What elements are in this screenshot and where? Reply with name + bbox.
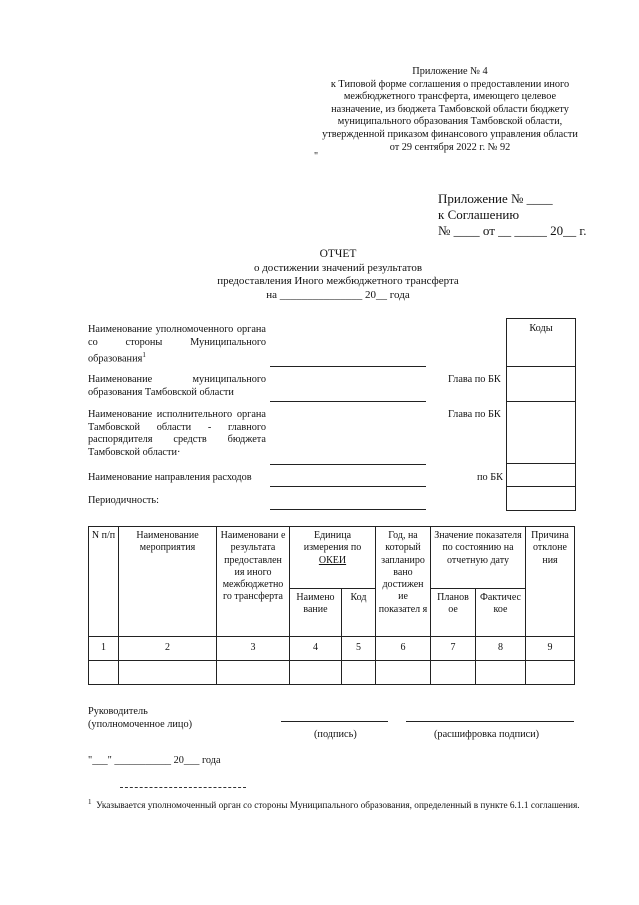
po-bk-label: по БК — [477, 472, 504, 483]
table-cell[interactable] — [342, 661, 376, 685]
results-table — [88, 526, 575, 685]
opening-quote: " — [314, 151, 319, 162]
municipality-line[interactable] — [270, 401, 426, 402]
executor-label: Наименование исполнительного органа Тамбовской области - главного распорядителя средств бюджета Тамбовской области· — [88, 409, 266, 458]
col-number: 4 — [290, 637, 342, 661]
table-cell[interactable] — [290, 661, 342, 685]
code-cell-po-bk[interactable] — [507, 464, 575, 487]
code-cell-periodicity[interactable] — [507, 487, 575, 510]
agreement-reference — [438, 191, 587, 239]
municipality-label: Наименование муниципального образования Тамбовской области — [88, 374, 266, 398]
col-header-reason: Причина отклоне ния — [526, 527, 575, 637]
head-label: Руководитель — [88, 706, 148, 717]
title-line-4: на _______________ 20__ года — [266, 288, 410, 301]
footnote — [88, 796, 588, 812]
col-number: 5 — [342, 637, 376, 661]
col-header-unit-name: Наимено вание — [290, 589, 342, 637]
header-line-6: утвержденной приказом финансового управления области — [322, 128, 578, 140]
signature-decode-caption: (расшифровка подписи) — [434, 729, 540, 740]
col-number: 9 — [526, 637, 575, 661]
header-line-7: от 29 сентября 2022 г. № 92 — [389, 141, 511, 153]
footnote-mark: 1 — [88, 798, 92, 806]
col-header-planned: Планов ое — [431, 589, 476, 637]
table-cell[interactable] — [217, 661, 290, 685]
expense-direction-line[interactable] — [270, 486, 426, 487]
glava-bk-label-2: Глава по БК — [448, 409, 501, 420]
title-line-1: ОТЧЕТ — [319, 248, 357, 260]
header-line-2: к Типовой форме соглашения о предоставлении иного — [330, 78, 570, 90]
authorized-body-line[interactable] — [270, 366, 426, 367]
col-number: 2 — [119, 637, 217, 661]
table-cell[interactable] — [119, 661, 217, 685]
col-header-result: Наименовани е результата предоставлен ия иного межбюджетно го трансферта — [217, 527, 290, 637]
col-number: 7 — [431, 637, 476, 661]
footnote-ref: 1 — [142, 351, 146, 359]
col-number: 1 — [89, 637, 119, 661]
col-header-unit-code: Код — [342, 589, 376, 637]
date-line: "___" ___________ 20___ года — [88, 755, 221, 766]
footnote-separator — [120, 787, 246, 788]
code-cell-glava-2[interactable] — [507, 402, 575, 464]
table-cell[interactable] — [476, 661, 526, 685]
table-cell[interactable] — [431, 661, 476, 685]
col-number: 3 — [217, 637, 290, 661]
title-line-2: о достижении значений результатов — [253, 261, 423, 274]
table-cell[interactable] — [376, 661, 431, 685]
glava-bk-label-1: Глава по БК — [448, 374, 501, 385]
footnote-text: Указывается уполномоченный орган со стороны Муниципального образования, определенный в пункте 6.1.1 соглашения. — [96, 801, 580, 812]
report-title — [150, 248, 526, 302]
codes-header: Коды — [507, 319, 575, 367]
header-line-1: Приложение № 4 — [412, 66, 488, 77]
signature-decode-line[interactable] — [406, 721, 574, 722]
col-header-year: Год, на который запланиро вано достижен ие показател я — [376, 527, 431, 637]
appendix-header — [300, 66, 600, 154]
col-header-event: Наименование мероприятия — [119, 527, 217, 637]
table-cell[interactable] — [89, 661, 119, 685]
code-cell-glava-1[interactable] — [507, 367, 575, 402]
title-line-3: предоставления Иного межбюджетного трансферта — [217, 275, 459, 287]
periodicity-line[interactable] — [270, 509, 426, 510]
col-number: 6 — [376, 637, 431, 661]
periodicity-label: Периодичность: — [88, 495, 159, 506]
okei-link: ОКЕИ — [318, 554, 347, 566]
executor-line[interactable] — [270, 464, 426, 465]
expense-direction-label: Наименование направления расходов — [88, 472, 252, 483]
head-sub-label: (уполномоченное лицо) — [88, 719, 193, 730]
signature-line[interactable] — [281, 721, 388, 722]
signature-caption: (подпись) — [314, 729, 357, 740]
codes-box — [506, 318, 576, 511]
agreement-ref-line-2: к Соглашению — [438, 207, 520, 222]
col-header-unit: Единица измерения по ОКЕИ — [290, 527, 376, 589]
table-cell[interactable] — [526, 661, 575, 685]
authorized-body-label: Наименование уполномоченного органа со стороны Муниципального образования$^1$ — [88, 324, 266, 365]
header-line-5: муниципального образования Тамбовской области, — [337, 116, 563, 128]
col-number: 8 — [476, 637, 526, 661]
header-line-4: назначение, из бюджета Тамбовской области бюджету — [331, 103, 569, 115]
col-header-actual: Фактичес кое — [476, 589, 526, 637]
col-header-value: Значение показателя по состоянию на отчетную дату — [431, 527, 526, 589]
agreement-ref-line-1: Приложение № ____ — [438, 191, 553, 206]
col-header-n: N п/п — [89, 527, 119, 637]
header-line-3: межбюджетного трансферта, имеющего целевое — [343, 91, 557, 103]
agreement-ref-line-3: № ____ от __ _____ 20__ г. — [438, 223, 587, 238]
